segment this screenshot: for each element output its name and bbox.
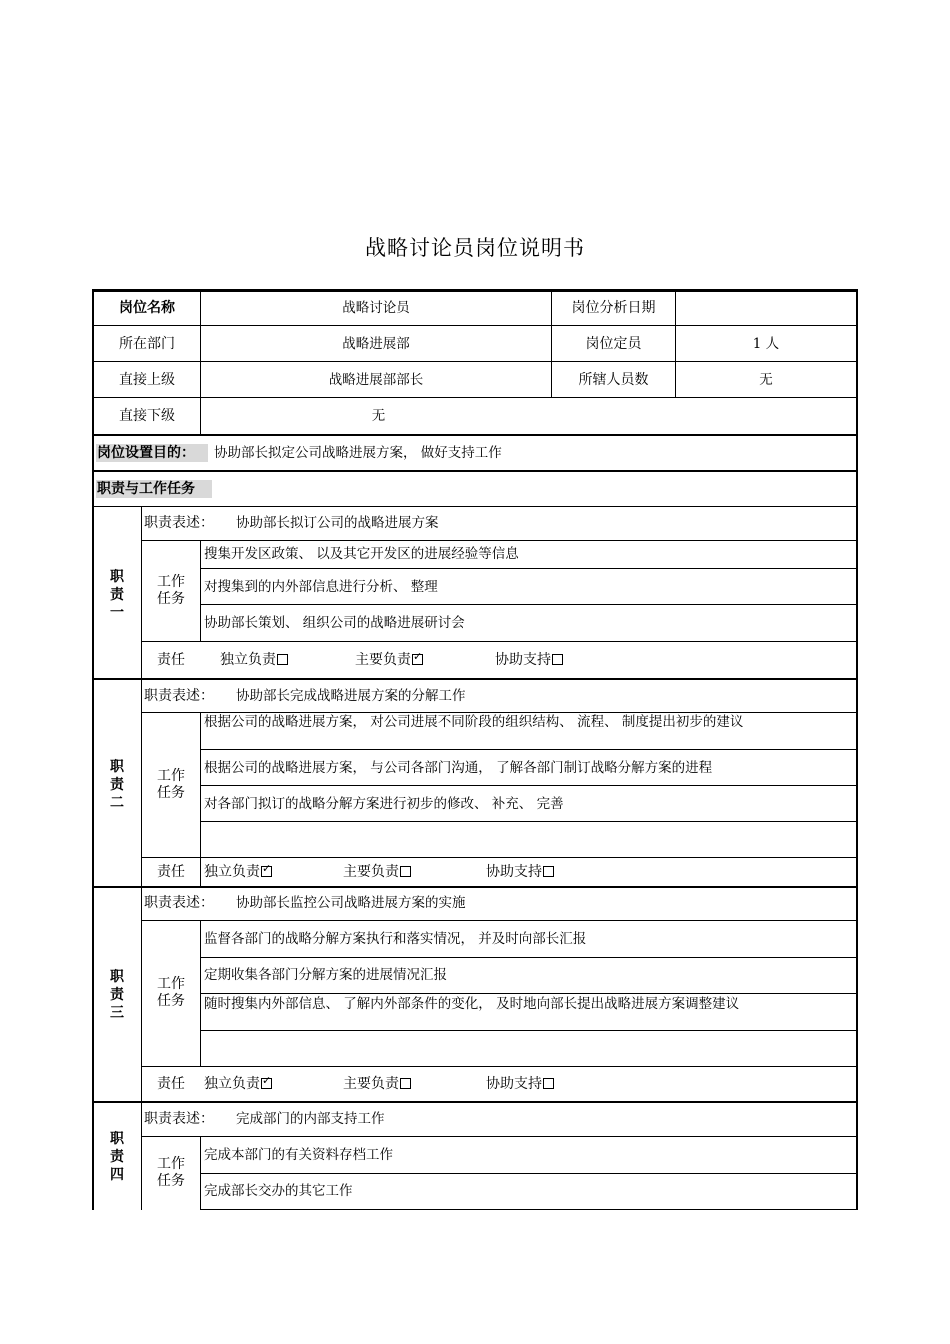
duty-3-task-3: 随时搜集内外部信息、 了解内外部条件的变化， 及时地向部长提出战略进展方案调整建议 xyxy=(204,996,740,1012)
duty-3-statement: 协助部长监控公司战略进展方案的实施 xyxy=(236,895,466,911)
duty-1-statement: 协助部长拟订公司的战略进展方案 xyxy=(236,515,439,531)
duty-label-char: 责 xyxy=(110,777,124,793)
duty-label-char: 责 xyxy=(110,587,124,603)
duty-1-task-3: 协助部长策划、 组织公司的战略进展研讨会 xyxy=(204,615,465,631)
duty-1-label xyxy=(94,568,140,622)
duty-1-check-main[interactable] xyxy=(355,651,423,669)
col-divider xyxy=(200,540,201,642)
duty-divider xyxy=(92,1101,858,1103)
row-divider xyxy=(200,821,858,822)
duty-1-statement-label: 职责表述： xyxy=(144,515,214,531)
row-divider xyxy=(141,1066,858,1067)
page-title: 战略讨论员岗位说明书 xyxy=(365,236,585,260)
row-divider xyxy=(92,470,858,472)
task-label-line: 工作 xyxy=(157,1156,185,1172)
duty-2-task-3: 对各部门拟订的战略分解方案进行初步的修改、 补充、 完善 xyxy=(204,796,564,812)
duty-2-statement: 协助部长完成战略进展方案的分解工作 xyxy=(236,688,466,704)
department-label: 所在部门 xyxy=(119,336,175,352)
duty-label-char: 责 xyxy=(110,987,124,1003)
checkbox-label: 协助支持 xyxy=(486,864,542,880)
row-divider xyxy=(200,749,858,750)
duty-3-resp-label: 责任 xyxy=(157,1076,185,1092)
duty-4-task-label xyxy=(142,1156,200,1190)
checkbox-label: 主要负责 xyxy=(343,1076,399,1092)
task-label-line: 工作 xyxy=(157,768,185,784)
duty-4-statement: 完成部门的内部支持工作 xyxy=(236,1111,385,1127)
duty-2-check-independent[interactable] xyxy=(204,863,272,881)
subordinates-count-value: 无 xyxy=(759,372,773,388)
task-label-line: 任务 xyxy=(157,591,185,607)
table-border-top xyxy=(92,289,858,292)
row-divider xyxy=(92,397,858,398)
task-label-line: 工作 xyxy=(157,574,185,590)
checkbox[interactable] xyxy=(552,654,563,665)
table-border-bottom xyxy=(200,1209,858,1210)
purpose-text: 协助部长拟定公司战略进展方案， 做好支持工作 xyxy=(214,445,502,461)
checkbox-label: 独立负责 xyxy=(204,1076,260,1092)
duty-divider xyxy=(92,886,858,888)
checkbox-label: 独立负责 xyxy=(220,652,276,668)
duty-1-resp-label: 责任 xyxy=(157,652,185,668)
checkbox[interactable] xyxy=(543,866,554,877)
row-divider xyxy=(200,568,858,569)
direct-report-label: 直接下级 xyxy=(119,408,175,424)
table-border-left xyxy=(92,289,94,1210)
position-name-label: 岗位名称 xyxy=(119,300,175,316)
headcount-label: 岗位定员 xyxy=(585,336,642,352)
checkbox-label: 主要负责 xyxy=(343,864,399,880)
direct-report-value: 无 xyxy=(371,408,386,424)
col-divider xyxy=(200,712,201,887)
supervisor-value: 战略进展部部长 xyxy=(328,372,424,388)
checkbox-label: 协助支持 xyxy=(495,652,551,668)
analysis-date-label: 岗位分析日期 xyxy=(571,300,656,316)
duty-3-task-1: 监督各部门的战略分解方案执行和落实情况， 并及时向部长汇报 xyxy=(204,931,587,947)
row-divider xyxy=(92,506,858,507)
duty-4-label xyxy=(94,1130,140,1184)
row-divider xyxy=(141,712,858,713)
checkbox[interactable] xyxy=(277,654,288,665)
task-label-line: 任务 xyxy=(157,1173,185,1189)
purpose-label: 岗位设置目的： xyxy=(97,445,195,461)
duty-2-task-1: 根据公司的战略进展方案， 对公司进展不同阶段的组织结构、 流程、 制度提出初步的建议 xyxy=(204,714,744,730)
checkbox-checked[interactable] xyxy=(261,1078,272,1089)
headcount-value: 1 人 xyxy=(752,336,780,352)
duty-3-check-independent[interactable] xyxy=(204,1075,272,1093)
task-label-line: 工作 xyxy=(157,976,185,992)
checkbox[interactable] xyxy=(543,1078,554,1089)
duty-label-char: 职 xyxy=(110,759,124,775)
duty-3-check-assist[interactable] xyxy=(486,1075,554,1093)
duty-1-task-1: 搜集开发区政策、 以及其它开发区的进展经验等信息 xyxy=(204,546,519,562)
supervisor-label: 直接上级 xyxy=(119,372,175,388)
duty-2-task-label xyxy=(142,768,200,802)
duty-2-resp-label: 责任 xyxy=(157,864,185,880)
duty-2-statement-label: 职责表述： xyxy=(144,688,214,704)
row-divider xyxy=(200,993,858,994)
duty-2-check-main[interactable] xyxy=(343,863,411,881)
duty-label-char: 三 xyxy=(110,1005,124,1021)
duty-label-char: 职 xyxy=(110,969,124,985)
duty-2-task-2: 根据公司的战略进展方案， 与公司各部门沟通， 了解各部门制订战略分解方案的进程 xyxy=(204,760,713,776)
duty-label-char: 责 xyxy=(110,1149,124,1165)
position-name-value: 战略讨论员 xyxy=(342,300,410,316)
duty-label-char: 一 xyxy=(110,605,124,621)
duty-label-char: 职 xyxy=(110,569,124,585)
duty-1-check-assist[interactable] xyxy=(495,651,563,669)
checkbox[interactable] xyxy=(400,1078,411,1089)
duty-label-char: 二 xyxy=(110,795,124,811)
checkbox-label: 协助支持 xyxy=(486,1076,542,1092)
duty-label-char: 职 xyxy=(110,1131,124,1147)
duty-4-task-1: 完成本部门的有关资料存档工作 xyxy=(204,1147,393,1163)
subordinates-count-label: 所辖人员数 xyxy=(578,372,649,388)
checkbox-checked[interactable] xyxy=(412,654,423,665)
checkbox[interactable] xyxy=(400,866,411,877)
duty-2-label xyxy=(94,758,140,812)
duties-header: 职责与工作任务 xyxy=(97,481,195,497)
duty-3-statement-label: 职责表述： xyxy=(144,895,214,911)
duty-1-check-independent[interactable] xyxy=(220,651,288,669)
duty-4-statement-label: 职责表述： xyxy=(144,1111,214,1127)
checkbox-checked[interactable] xyxy=(261,866,272,877)
duty-2-check-assist[interactable] xyxy=(486,863,554,881)
duty-label-char: 四 xyxy=(110,1167,124,1183)
row-divider xyxy=(200,785,858,786)
duty-1-task-label xyxy=(142,574,200,608)
duty-divider xyxy=(92,678,858,680)
checkbox-label: 独立负责 xyxy=(204,864,260,880)
row-divider xyxy=(141,1136,858,1137)
duty-3-label xyxy=(94,968,140,1022)
duty-4-task-2: 完成部长交办的其它工作 xyxy=(204,1183,353,1199)
task-label-line: 任务 xyxy=(157,785,185,801)
row-divider xyxy=(200,1173,858,1174)
row-divider xyxy=(141,641,858,642)
row-divider xyxy=(141,540,858,541)
row-divider xyxy=(200,604,858,605)
checkbox-label: 主要负责 xyxy=(355,652,411,668)
row-divider xyxy=(92,325,858,326)
row-divider xyxy=(92,434,858,436)
row-divider xyxy=(200,1030,858,1031)
duty-1-task-2: 对搜集到的内外部信息进行分析、 整理 xyxy=(204,579,438,595)
row-divider xyxy=(141,920,858,921)
duty-3-check-main[interactable] xyxy=(343,1075,411,1093)
row-divider xyxy=(200,957,858,958)
row-divider xyxy=(141,857,858,858)
duty-3-task-label xyxy=(142,976,200,1010)
duty-3-task-2: 定期收集各部门分解方案的进展情况汇报 xyxy=(204,967,447,983)
row-divider xyxy=(92,361,858,362)
task-label-line: 任务 xyxy=(157,993,185,1009)
col-divider xyxy=(141,506,142,1210)
department-value: 战略进展部 xyxy=(342,336,410,352)
